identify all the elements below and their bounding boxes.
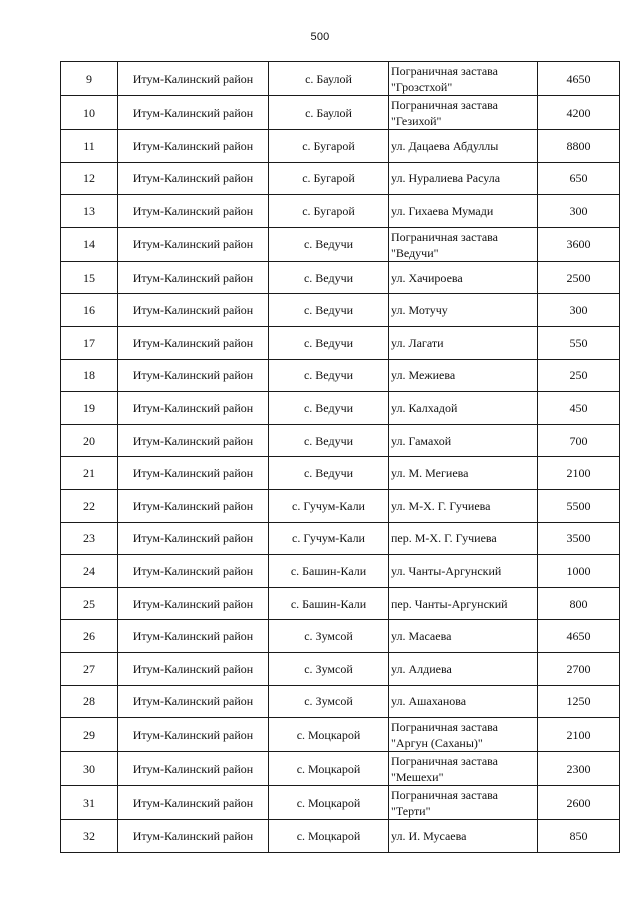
value-cell: 250 <box>538 359 620 392</box>
table-row <box>61 587 620 620</box>
village-cell: с. Бугарой <box>269 162 389 195</box>
district-cell: Итум-Калинский район <box>118 522 269 555</box>
street-cell <box>389 359 538 392</box>
table-row <box>61 162 620 195</box>
table-row <box>61 392 620 425</box>
district-cell: Итум-Калинский район <box>118 820 269 853</box>
village-cell: с. Бугарой <box>269 195 389 228</box>
street-cell <box>389 652 538 685</box>
street-line: "Ведучи" <box>391 245 439 260</box>
street-line: ул. Дацаева Абдуллы <box>391 138 499 153</box>
value-cell: 300 <box>538 294 620 327</box>
table-row <box>61 752 620 786</box>
row-number-cell: 13 <box>61 195 118 228</box>
village-cell: с. Ведучи <box>269 457 389 490</box>
village-cell: с. Ведучи <box>269 227 389 261</box>
table-row <box>61 786 620 820</box>
village-cell: с. Моцкарой <box>269 786 389 820</box>
value-cell: 5500 <box>538 489 620 522</box>
value-cell: 450 <box>538 392 620 425</box>
value-cell: 2100 <box>538 718 620 752</box>
street-cell <box>389 786 538 820</box>
street-cell <box>389 62 538 96</box>
row-number-cell: 29 <box>61 718 118 752</box>
row-number-cell: 19 <box>61 392 118 425</box>
village-cell: с. Зумсой <box>269 685 389 718</box>
value-cell: 3500 <box>538 522 620 555</box>
value-cell: 4200 <box>538 96 620 130</box>
street-cell <box>389 261 538 294</box>
street-cell <box>389 162 538 195</box>
street-line: Пограничная застава <box>391 788 499 803</box>
district-cell: Итум-Калинский район <box>118 752 269 786</box>
value-cell: 550 <box>538 326 620 359</box>
row-number-cell: 30 <box>61 752 118 786</box>
street-cell <box>389 457 538 490</box>
row-number-cell: 28 <box>61 685 118 718</box>
row-number-cell: 26 <box>61 620 118 653</box>
street-cell <box>389 424 538 457</box>
street-line: ул. Калхадой <box>391 400 458 415</box>
street-line: "Грозстхой" <box>391 80 453 94</box>
district-cell: Итум-Калинский район <box>118 587 269 620</box>
street-line: "Гезихой" <box>391 114 442 128</box>
street-line: ул. Чанты-Аргунский <box>391 563 502 578</box>
district-cell: Итум-Калинский район <box>118 130 269 163</box>
street-cell <box>389 294 538 327</box>
village-cell: с. Моцкарой <box>269 718 389 752</box>
row-number-cell: 9 <box>61 62 118 96</box>
street-line: ул. М-Х. Г. Гучиева <box>391 498 491 513</box>
district-cell: Итум-Калинский район <box>118 424 269 457</box>
row-number-cell: 22 <box>61 489 118 522</box>
row-number-cell: 32 <box>61 820 118 853</box>
value-cell: 650 <box>538 162 620 195</box>
row-number-cell: 20 <box>61 424 118 457</box>
district-cell: Итум-Калинский район <box>118 489 269 522</box>
village-cell: с. Зумсой <box>269 620 389 653</box>
street-line: ул. Масаева <box>391 629 452 644</box>
row-number-cell: 23 <box>61 522 118 555</box>
table-row <box>61 195 620 228</box>
district-cell: Итум-Калинский район <box>118 457 269 490</box>
value-cell: 2100 <box>538 457 620 490</box>
district-cell: Итум-Калинский район <box>118 359 269 392</box>
street-line: Пограничная застава <box>391 64 499 78</box>
value-cell: 700 <box>538 424 620 457</box>
street-cell <box>389 195 538 228</box>
row-number-cell: 11 <box>61 130 118 163</box>
village-cell: с. Ведучи <box>269 392 389 425</box>
table-row <box>61 685 620 718</box>
street-cell <box>389 227 538 261</box>
village-cell: с. Гучум-Кали <box>269 522 389 555</box>
district-cell: Итум-Калинский район <box>118 718 269 752</box>
street-cell <box>389 555 538 588</box>
village-cell: с. Баулой <box>269 96 389 130</box>
street-line: ул. Мотучу <box>391 303 448 318</box>
district-cell: Итум-Калинский район <box>118 620 269 653</box>
village-cell: с. Ведучи <box>269 359 389 392</box>
value-cell: 2700 <box>538 652 620 685</box>
row-number-cell: 24 <box>61 555 118 588</box>
table-row <box>61 820 620 853</box>
table-row <box>61 62 620 96</box>
street-line: ул. Гамахой <box>391 433 452 448</box>
village-cell: с. Моцкарой <box>269 820 389 853</box>
street-line: "Терти" <box>391 804 431 819</box>
village-cell: с. Башин-Кали <box>269 555 389 588</box>
street-line: Пограничная застава <box>391 720 499 735</box>
district-cell: Итум-Калинский район <box>118 261 269 294</box>
district-cell: Итум-Калинский район <box>118 96 269 130</box>
street-line: Пограничная застава <box>391 229 499 244</box>
value-cell: 4650 <box>538 62 620 96</box>
address-table <box>60 61 620 853</box>
street-cell <box>389 392 538 425</box>
value-cell: 2300 <box>538 752 620 786</box>
district-cell: Итум-Калинский район <box>118 195 269 228</box>
street-line: "Мешехи" <box>391 770 444 785</box>
value-cell: 300 <box>538 195 620 228</box>
row-number-cell: 12 <box>61 162 118 195</box>
value-cell: 2500 <box>538 261 620 294</box>
street-line: ул. Лагати <box>391 335 444 350</box>
village-cell: с. Гучум-Кали <box>269 489 389 522</box>
table-row <box>61 359 620 392</box>
village-cell: с. Ведучи <box>269 261 389 294</box>
table-row <box>61 261 620 294</box>
table-row <box>61 424 620 457</box>
street-line: ул. И. Мусаева <box>391 828 467 843</box>
street-cell <box>389 130 538 163</box>
row-number-cell: 17 <box>61 326 118 359</box>
table-row <box>61 718 620 752</box>
table-row <box>61 489 620 522</box>
street-cell <box>389 620 538 653</box>
street-cell <box>389 718 538 752</box>
row-number-cell: 15 <box>61 261 118 294</box>
row-number-cell: 14 <box>61 227 118 261</box>
district-cell: Итум-Калинский район <box>118 555 269 588</box>
street-cell <box>389 752 538 786</box>
value-cell: 1000 <box>538 555 620 588</box>
row-number-cell: 18 <box>61 359 118 392</box>
row-number-cell: 10 <box>61 96 118 130</box>
table-row <box>61 294 620 327</box>
street-line: "Аргун (Саханы)" <box>391 736 483 751</box>
table-row <box>61 457 620 490</box>
village-cell: с. Башин-Кали <box>269 587 389 620</box>
street-line: ул. Гихаева Мумади <box>391 203 494 218</box>
village-cell: с. Баулой <box>269 62 389 96</box>
row-number-cell: 21 <box>61 457 118 490</box>
district-cell: Итум-Калинский район <box>118 786 269 820</box>
village-cell: с. Моцкарой <box>269 752 389 786</box>
page-number: 500 <box>310 31 330 43</box>
village-cell: с. Ведучи <box>269 294 389 327</box>
village-cell: с. Бугарой <box>269 130 389 163</box>
district-cell: Итум-Калинский район <box>118 294 269 327</box>
street-line: пер. М-Х. Г. Гучиева <box>391 531 497 546</box>
value-cell: 850 <box>538 820 620 853</box>
village-cell: с. Ведучи <box>269 326 389 359</box>
street-line: ул. Ашаханова <box>391 694 467 709</box>
value-cell: 1250 <box>538 685 620 718</box>
street-cell <box>389 489 538 522</box>
row-number-cell: 31 <box>61 786 118 820</box>
district-cell: Итум-Калинский район <box>118 652 269 685</box>
value-cell: 2600 <box>538 786 620 820</box>
value-cell: 800 <box>538 587 620 620</box>
street-cell <box>389 326 538 359</box>
street-cell <box>389 820 538 853</box>
table-row <box>61 227 620 261</box>
table-row <box>61 555 620 588</box>
street-line: ул. Алдиева <box>391 661 452 676</box>
row-number-cell: 16 <box>61 294 118 327</box>
value-cell: 4650 <box>538 620 620 653</box>
district-cell: Итум-Калинский район <box>118 685 269 718</box>
street-line: пер. Чанты-Аргунский <box>391 596 508 611</box>
table-row <box>61 130 620 163</box>
street-cell <box>389 96 538 130</box>
street-line: Пограничная застава <box>391 754 499 769</box>
district-cell: Итум-Калинский район <box>118 392 269 425</box>
village-cell: с. Зумсой <box>269 652 389 685</box>
address-table-body <box>61 62 620 853</box>
value-cell: 3600 <box>538 227 620 261</box>
value-cell: 8800 <box>538 130 620 163</box>
row-number-cell: 25 <box>61 587 118 620</box>
street-line: ул. М. Мегиева <box>391 466 469 481</box>
village-cell: с. Ведучи <box>269 424 389 457</box>
table-row <box>61 326 620 359</box>
table-row <box>61 96 620 130</box>
row-number-cell: 27 <box>61 652 118 685</box>
district-cell: Итум-Калинский район <box>118 227 269 261</box>
district-cell: Итум-Калинский район <box>118 326 269 359</box>
street-cell <box>389 587 538 620</box>
table-row <box>61 522 620 555</box>
street-line: ул. Нуралиева Расула <box>391 171 501 186</box>
street-cell <box>389 522 538 555</box>
street-line: ул. Хачироева <box>391 270 463 285</box>
street-cell <box>389 685 538 718</box>
street-line: Пограничная застава <box>391 98 499 112</box>
district-cell: Итум-Калинский район <box>118 162 269 195</box>
street-line: ул. Межиева <box>391 368 456 383</box>
district-cell: Итум-Калинский район <box>118 62 269 96</box>
table-row <box>61 652 620 685</box>
table-row <box>61 620 620 653</box>
